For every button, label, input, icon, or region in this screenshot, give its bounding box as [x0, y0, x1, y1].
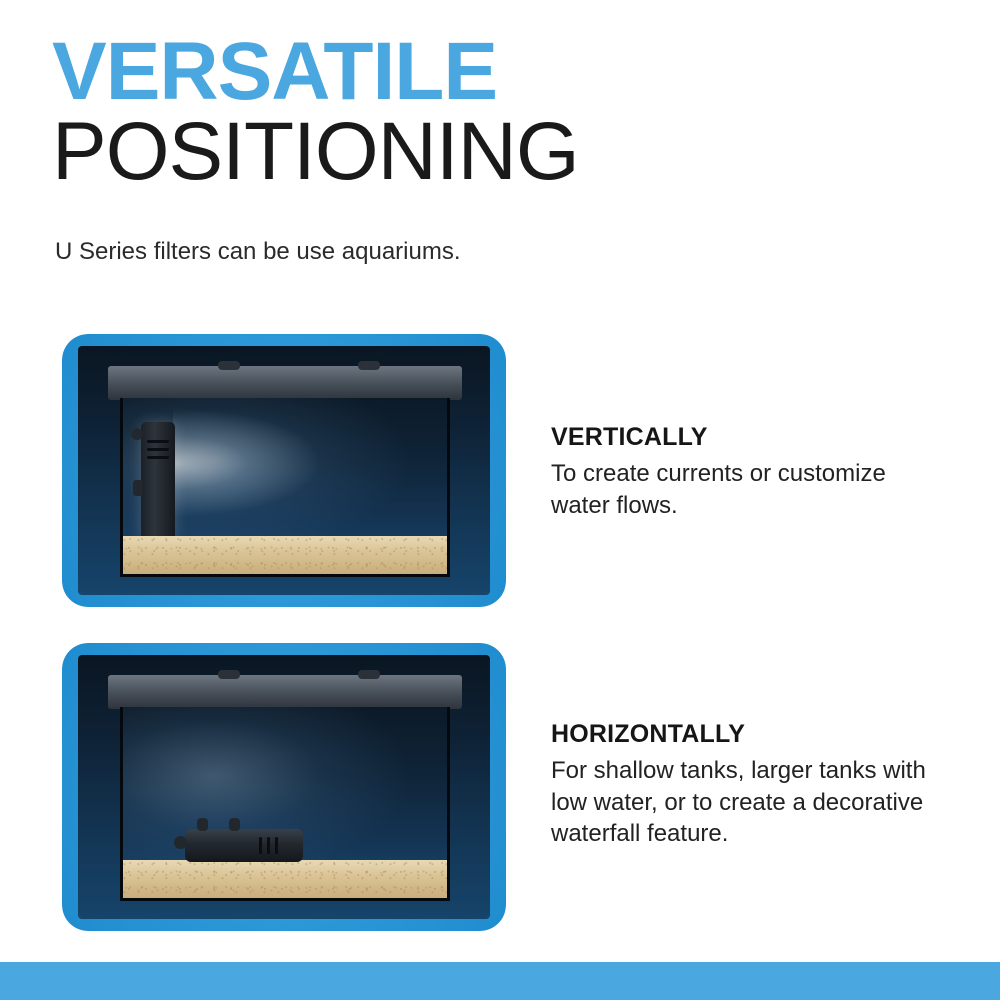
caption-body-horizontally: For shallow tanks, larger tanks with low water, or to create a decorative waterfall feature. [551, 757, 926, 848]
aquarium-substrate [123, 536, 447, 574]
filter-device-vertical [141, 422, 175, 540]
aquarium-scene-vertical [78, 346, 490, 595]
hood-knob-icon [218, 670, 240, 679]
aquarium-glass-body [120, 398, 450, 577]
filter-slot [147, 440, 169, 443]
hood-knob-icon [218, 361, 240, 370]
caption-horizontally [551, 720, 951, 850]
bottom-accent-bar [0, 962, 1000, 1000]
filter-slot [147, 448, 169, 451]
horizontal-placement-illustration [62, 643, 506, 931]
caption-body-vertically: To create currents or customize water flows. [551, 460, 886, 519]
headline-line-1: VERSATILE [52, 26, 498, 117]
subheading: U Series filters can be use aquariums. [55, 238, 461, 265]
headline-line-2: POSITIONING [52, 106, 579, 198]
filter-slot [259, 837, 262, 854]
caption-title-horizontally: HORIZONTALLY [551, 720, 746, 748]
filter-slot [267, 837, 270, 854]
filter-slot [147, 456, 169, 459]
filter-device-horizontal [185, 829, 303, 862]
aquarium-scene-horizontal [78, 655, 490, 919]
vertical-placement-illustration [62, 334, 506, 607]
filter-mount-icon [229, 818, 240, 831]
filter-nozzle-icon [131, 428, 143, 440]
filter-mount-icon [197, 818, 208, 831]
hood-knob-icon [358, 670, 380, 679]
page-title [52, 26, 952, 198]
aquarium-substrate [123, 860, 447, 898]
caption-title-vertically: VERTICALLY [551, 423, 708, 451]
caption-vertically [551, 423, 951, 521]
aquarium-hood [108, 675, 462, 709]
aquarium-hood [108, 366, 462, 400]
filter-nozzle-icon [174, 836, 187, 849]
hood-knob-icon [358, 361, 380, 370]
filter-slot [275, 837, 278, 854]
aquarium-glass-body [120, 707, 450, 901]
filter-outlet-icon [133, 480, 143, 496]
